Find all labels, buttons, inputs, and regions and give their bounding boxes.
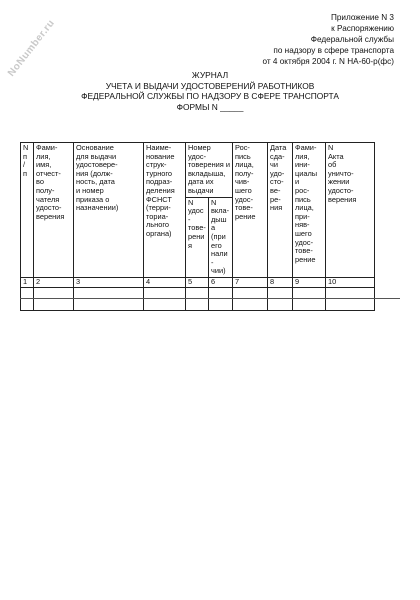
column-numbers-row [21, 277, 375, 287]
column-header: Дата сда- чи удо- сто- ве- ре- ния [268, 143, 293, 278]
title-line: УЧЕТА И ВЫДАЧИ УДОСТОВЕРЕНИЙ РАБОТНИКОВ [105, 80, 315, 91]
column-number: 6 [209, 277, 233, 287]
appendix-line: по надзору в сфере транспорта [273, 46, 394, 55]
column-number: 8 [268, 277, 293, 287]
column-header: Фами- лия, имя, отчест- во полу- чателя удосто- верения [34, 143, 74, 278]
subcolumn-header: N вкла- дыша (при его нали- чии) [209, 197, 233, 277]
column-header: Рос- пись лица, полу- чив- шего удос- тове- рение [233, 143, 268, 278]
title-line: ЖУРНАЛ [191, 70, 229, 80]
column-number: 1 [21, 277, 34, 287]
column-header: N Акта об уничто- жении удосто- верения [326, 143, 375, 278]
column-header: Наиме- нование струк- турного подраз- деления ФСНСТ (терри- ториа- льного органа) [144, 143, 186, 278]
column-number: 4 [144, 277, 186, 287]
appendix-note [174, 12, 394, 67]
journal-table [20, 142, 375, 311]
column-number: 3 [74, 277, 144, 287]
appendix-line: Приложение N 3 [330, 13, 394, 22]
column-number: 10 [326, 277, 375, 287]
document-title [0, 70, 420, 112]
divider-line [20, 298, 400, 299]
appendix-line: от 4 октября 2004 г. N НА-60-р(фс) [262, 57, 394, 66]
column-number: 9 [293, 277, 326, 287]
column-number: 2 [34, 277, 74, 287]
header-row [21, 143, 375, 198]
title-line: ФЕДЕРАЛЬНОЙ СЛУЖБЫ ПО НАДЗОРУ В СФЕРЕ ТРАНСПОРТА [81, 91, 339, 101]
column-header: Основание для выдачи удостовере- ния (долж- ность, дата и номер приказа о назначении) [74, 143, 144, 278]
subcolumn-header: N удос- тове- рения [186, 197, 209, 277]
column-number: 7 [233, 277, 268, 287]
appendix-line: к Распоряжению [331, 24, 394, 33]
column-header: N п / п [21, 143, 34, 278]
column-header: Фами- лия, ини- циалы и рос- пись лица, при- няв- шего удос- тове- рение [293, 143, 326, 278]
column-number: 5 [186, 277, 209, 287]
title-line: ФОРМЫ N _____ [176, 101, 244, 112]
column-header: Номер удос- товерения и вкладыша, дата их выдачи [186, 143, 233, 198]
appendix-line: Федеральной службы [310, 35, 394, 44]
watermark: NoNumber.ru [6, 17, 58, 79]
